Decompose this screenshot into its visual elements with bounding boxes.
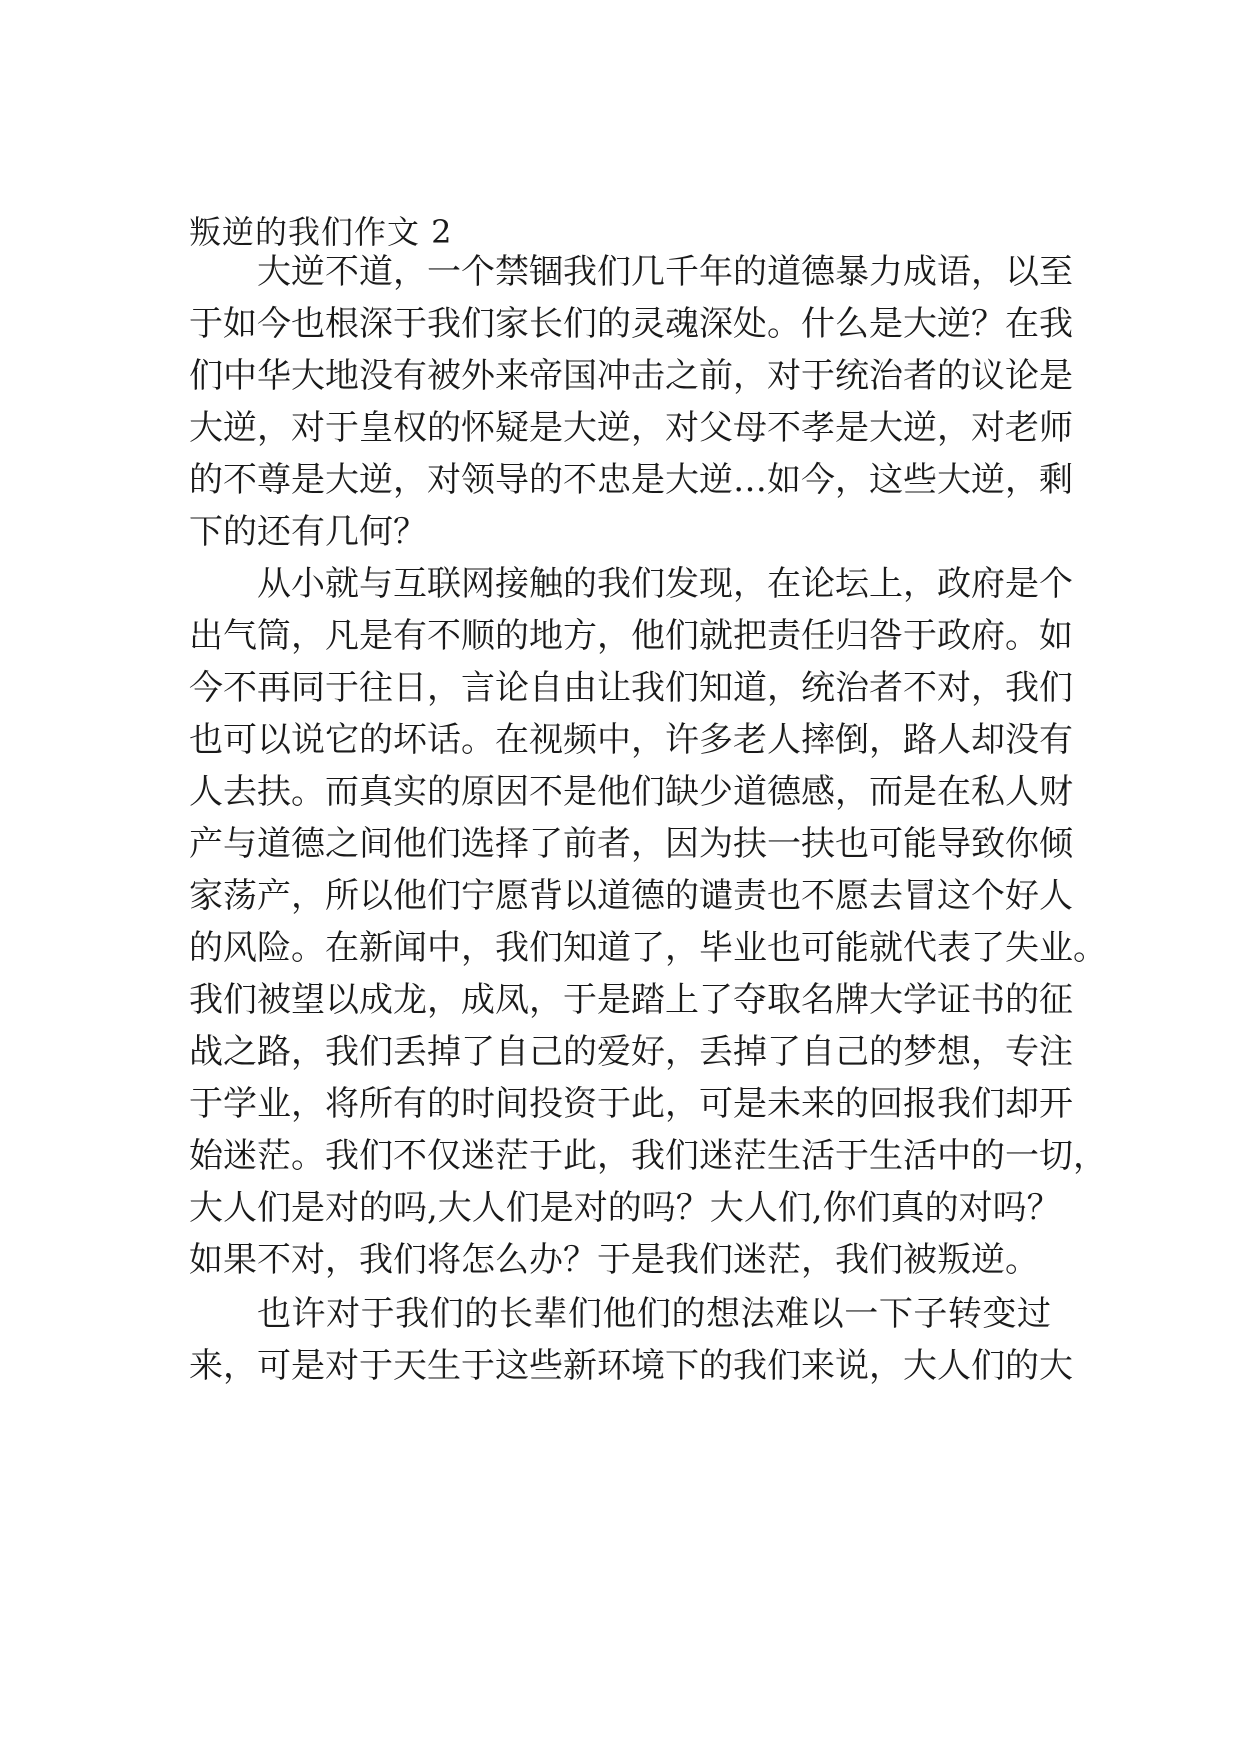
paragraph-1-line-1: 大逆不道，一个禁锢我们几千年的道德暴力成语，以至	[257, 252, 1073, 292]
paragraph-2-line-6: 产与道德之间他们选择了前者，因为扶一扶也可能导致你倾	[189, 824, 1073, 864]
paragraph-2-line-3: 今不再同于往日，言论自由让我们知道，统治者不对，我们	[189, 668, 1073, 708]
paragraph-2-line-8: 的风险。在新闻中，我们知道了，毕业也可能就代表了失业。	[189, 928, 1107, 968]
paragraph-2-line-2: 出气筒，凡是有不顺的地方，他们就把责任归咎于政府。如	[189, 616, 1073, 656]
paragraph-3-line-1: 也许对于我们的长辈们他们的想法难以一下子转变过	[257, 1294, 1051, 1334]
paragraph-1-line-3: 们中华大地没有被外来帝国冲击之前，对于统治者的议论是	[189, 356, 1073, 396]
paragraph-2-line-12: 始迷茫。我们不仅迷茫于此，我们迷茫生活于生活中的一切，	[189, 1136, 1107, 1176]
paragraph-2-line-1: 从小就与互联网接触的我们发现，在论坛上，政府是个	[257, 564, 1073, 604]
paragraph-1-line-5: 的不尊是大逆，对领导的不忠是大逆…如今，这些大逆，剩	[189, 460, 1073, 500]
paragraph-2-line-13: 大人们是对的吗,大人们是对的吗？大人们,你们真的对吗？	[189, 1188, 1061, 1228]
paragraph-2-line-14: 如果不对，我们将怎么办？于是我们迷茫，我们被叛逆。	[189, 1240, 1039, 1280]
paragraph-1-line-2: 于如今也根深于我们家长们的灵魂深处。什么是大逆？在我	[189, 304, 1073, 344]
paragraph-2-line-4: 也可以说它的坏话。在视频中，许多老人摔倒，路人却没有	[189, 720, 1073, 760]
paragraph-1-line-6: 下的还有几何？	[189, 512, 427, 552]
document-title: 叛逆的我们作文 2	[189, 213, 453, 251]
paragraph-2-line-9: 我们被望以成龙，成凤，于是踏上了夺取名牌大学证书的征	[189, 980, 1073, 1020]
paragraph-3-line-2: 来，可是对于天生于这些新环境下的我们来说，大人们的大	[189, 1346, 1073, 1386]
paragraph-2-line-7: 家荡产，所以他们宁愿背以道德的谴责也不愿去冒这个好人	[189, 876, 1073, 916]
paragraph-2-line-10: 战之路，我们丢掉了自己的爱好，丢掉了自己的梦想，专注	[189, 1032, 1073, 1072]
paragraph-2-line-5: 人去扶。而真实的原因不是他们缺少道德感，而是在私人财	[189, 772, 1073, 812]
paragraph-1-line-4: 大逆，对于皇权的怀疑是大逆，对父母不孝是大逆，对老师	[189, 408, 1073, 448]
paragraph-2-line-11: 于学业，将所有的时间投资于此，可是未来的回报我们却开	[189, 1084, 1073, 1124]
